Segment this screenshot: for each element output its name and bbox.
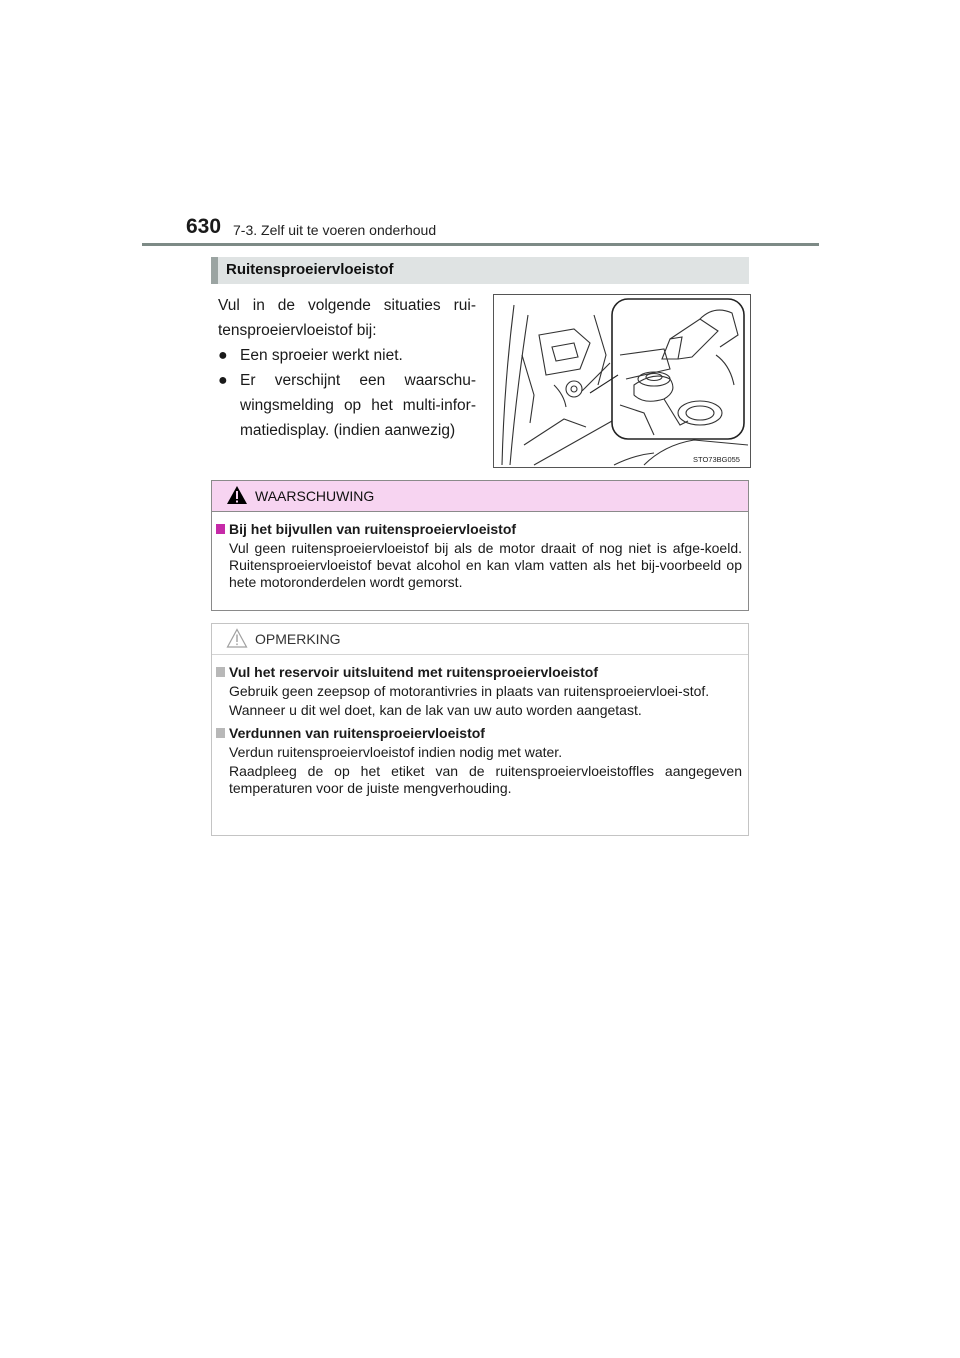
notice-item-heading: [216, 725, 742, 742]
warning-body: [212, 512, 748, 591]
warning-box: [211, 480, 749, 611]
bullet-item: [218, 343, 476, 368]
page-number: 630: [186, 215, 222, 238]
warning-header: [212, 481, 748, 512]
warning-item-heading: [216, 521, 742, 538]
bullet-text: Er verschijnt een waarschu-wingsmelding op het multi-infor-matiedisplay. (indien aanwezig): [240, 372, 476, 439]
notice-body: [212, 655, 748, 797]
notice-header: [212, 624, 748, 655]
section-title-bar: [211, 257, 749, 284]
notice-item-text: Verdun ruitensproeiervloeistof indien nodig met water.: [229, 744, 563, 760]
washer-fluid-illustration: [493, 294, 751, 468]
section-title: Ruitensproeiervloeistof: [226, 261, 394, 278]
notice-title: OPMERKING: [255, 631, 341, 647]
warning-item-text: Vul geen ruitensproeiervloeistof bij als de motor draait of nog niet is afge-koeld. Ruitensproeiervloeistof bevat alcohol en kan vlam vatten als het bij-voorbeeld op hete motoronderdelen wordt gemorst.: [229, 540, 742, 590]
header-rule: [142, 243, 819, 246]
square-bullet-icon: [216, 524, 225, 534]
notice-box: [211, 623, 749, 836]
section-reference: 7-3. Zelf uit te voeren onderhoud: [233, 222, 437, 238]
bullet-text: Een sproeier werkt niet.: [240, 347, 403, 364]
bullet-item: [218, 368, 476, 443]
notice-item-text: Wanneer u dit wel doet, kan de lak van uw auto worden aangetast.: [229, 702, 642, 718]
intro-block: [218, 293, 476, 443]
square-bullet-icon: [216, 667, 225, 677]
warning-heading-text: Bij het bijvullen van ruitensproeiervloeistof: [229, 521, 517, 537]
notice-heading-text: Verdunnen van ruitensproeiervloeistof: [229, 725, 485, 741]
bullet-dot-icon: ●: [218, 372, 228, 389]
square-bullet-icon: [216, 728, 225, 738]
warning-title: WAARSCHUWING: [255, 488, 375, 504]
warning-triangle-icon: [226, 485, 248, 505]
illustration-code: STO73BG055: [693, 455, 740, 464]
notice-heading-text: Vul het reservoir uitsluitend met ruitensproeiervloeistof: [229, 664, 599, 680]
intro-text: Vul in de volgende situaties rui-tensproeiervloeistof bij:: [218, 297, 476, 339]
engine-bay-drawing-icon: [494, 295, 750, 467]
notice-triangle-icon: [226, 628, 248, 648]
notice-item-text: Gebruik geen zeepsop of motorantivries in plaats van ruitensproeiervloei-stof.: [229, 683, 710, 699]
section-bar-accent: [211, 257, 218, 284]
notice-item-heading: [216, 664, 742, 681]
notice-item-text: Raadpleeg de op het etiket van de ruitensproeiervloeistoffles aangegeven temperaturen voor de juiste mengverhouding.: [229, 763, 742, 796]
bullet-dot-icon: ●: [218, 347, 228, 364]
